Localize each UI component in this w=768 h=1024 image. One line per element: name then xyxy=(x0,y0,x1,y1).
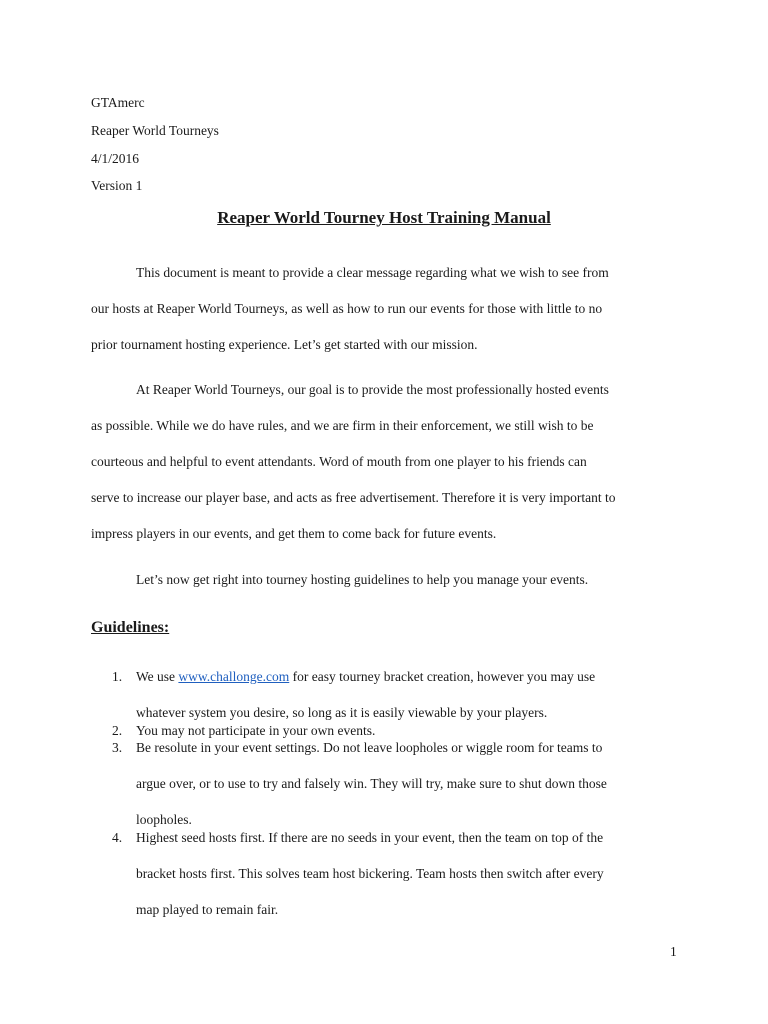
list-line: Highest seed hosts first. If there are no seeds in your event, then the team on top of the xyxy=(136,830,604,845)
paragraph-line: prior tournament hosting experience. Let’s get started with our mission. xyxy=(91,337,478,352)
list-line: map played to remain fair. xyxy=(136,902,279,917)
paragraph-line: our hosts at Reaper World Tourneys, as well as how to run our events for those with little to no xyxy=(91,301,603,316)
list-line: loopholes. xyxy=(136,812,192,827)
organization-line: Reaper World Tourneys xyxy=(91,123,219,138)
date-line: 4/1/2016 xyxy=(91,151,140,166)
list-text: We use xyxy=(136,669,179,684)
challonge-link[interactable]: www.challonge.com xyxy=(178,669,290,684)
list-line: argue over, or to use to try and falsely win. They will try, make sure to shut down those xyxy=(136,776,607,791)
document-title: Reaper World Tourney Host Training Manual xyxy=(217,208,551,227)
list-text: for easy tourney bracket creation, however you may use xyxy=(289,669,596,684)
paragraph-line: This document is meant to provide a clear message regarding what we wish to see from xyxy=(136,265,609,280)
version-line: Version 1 xyxy=(91,178,143,193)
paragraph-line: courteous and helpful to event attendants. Word of mouth from one player to his friends can xyxy=(91,454,587,469)
list-line: bracket hosts first. This solves team host bickering. Team hosts then switch after every xyxy=(136,866,604,881)
list-line: whatever system you desire, so long as it is easily viewable by your players. xyxy=(136,705,548,720)
list-line xyxy=(136,669,595,685)
list-number: 4. xyxy=(112,830,123,845)
list-number: 2. xyxy=(112,723,123,738)
list-line: Be resolute in your event settings. Do not leave loopholes or wiggle room for teams to xyxy=(136,740,603,755)
list-number: 1. xyxy=(112,669,123,684)
paragraph-line: Let’s now get right into tourney hosting guidelines to help you manage your events. xyxy=(136,572,589,587)
guidelines-heading: Guidelines: xyxy=(91,619,170,636)
paragraph-line: At Reaper World Tourneys, our goal is to provide the most professionally hosted events xyxy=(136,382,609,397)
list-line: You may not participate in your own events. xyxy=(136,723,376,738)
paragraph-line: serve to increase our player base, and acts as free advertisement. Therefore it is very important to xyxy=(91,490,616,505)
list-number: 3. xyxy=(112,740,123,755)
page-number: 1 xyxy=(670,944,677,959)
author-line: GTAmerc xyxy=(91,95,145,110)
paragraph-line: as possible. While we do have rules, and we are firm in their enforcement, we still wish to be xyxy=(91,418,594,433)
paragraph-line: impress players in our events, and get them to come back for future events. xyxy=(91,526,497,541)
